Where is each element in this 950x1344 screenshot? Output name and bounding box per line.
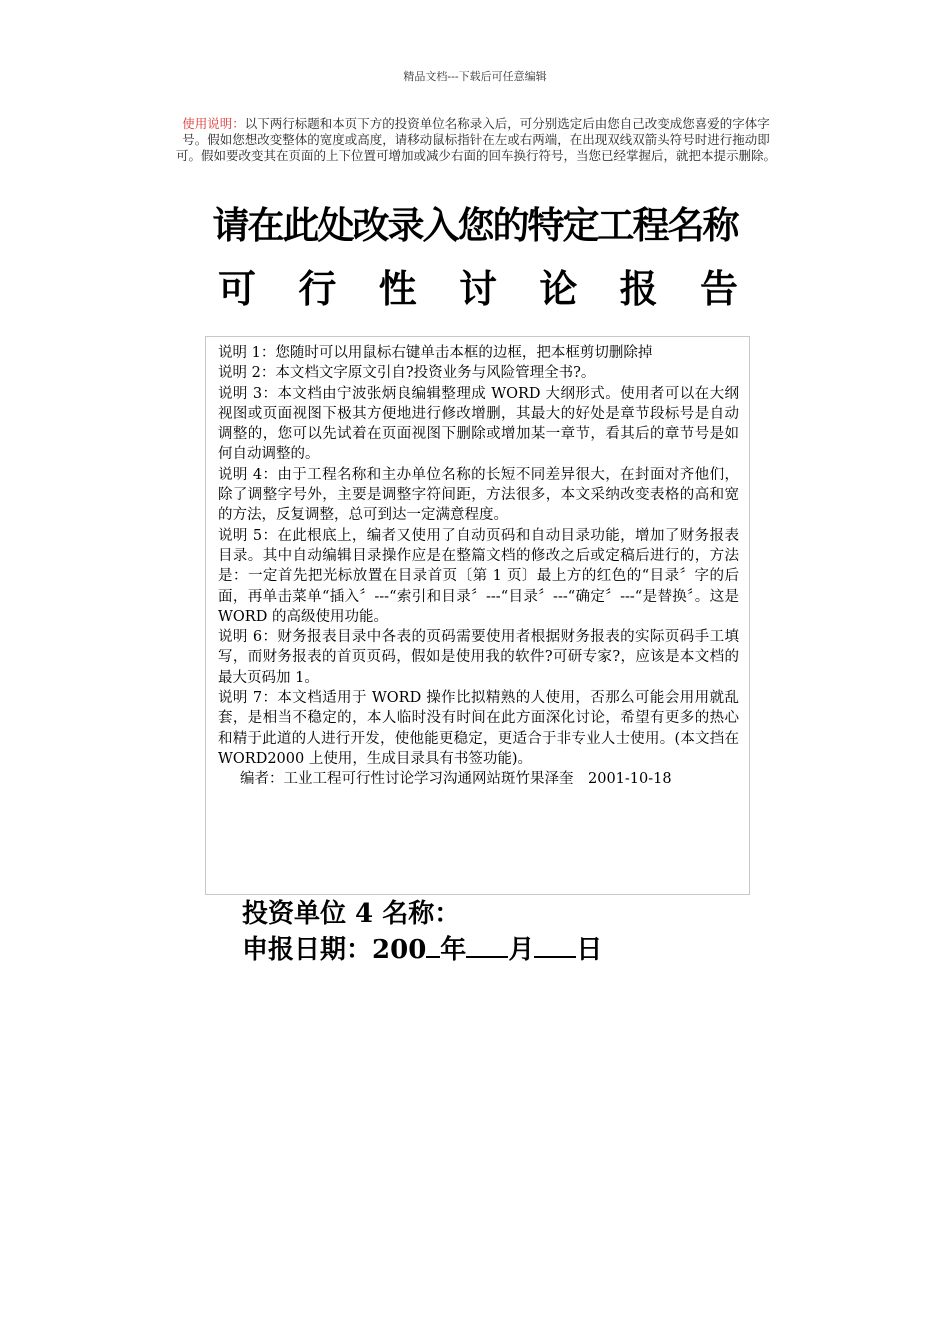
instructions-body: 以下两行标题和本页下方的投资单位名称录入后，可分别选定后由您自己改变成您喜爱的字体字号。假如您想改变整体的宽度或高度，请移动鼠标指针在左或右两端，在出现双线双箭头符号时进行拖动即可。假如要改变其在页面的上下位置可增加或减少右面的回车换行符号，当您已经掌握后，就把本提示删除。 — [175, 116, 776, 163]
editor-credit: 编者：工业工程可行性讨论学习沟通网站斑竹果泽奎 2001-10-18 — [240, 771, 672, 788]
day-unit: 日 — [576, 935, 603, 965]
month-blank[interactable] — [466, 932, 508, 958]
subtitle-char: 可 — [218, 266, 257, 311]
subtitle-char: 讨 — [458, 266, 497, 311]
note-4: 说明 4：由于工程名称和主办单位名称的长短不同差异很大，在封面对齐他们，除了调整字号外，主要是调整字符间距，方法很多，本文采纳改变表格的高和宽的方法，反复调整，总可到达一定满意程度。 — [218, 466, 739, 524]
notes-textbox[interactable] — [205, 336, 750, 895]
note-3: 说明 3：本文档由宁波张炳良编辑整理成 WORD 大纲形式。使用者可以在大纲视图或页面视图下极其方便地进行修改增删，其最大的好处是章节段标号是自动调整的，您可以先试着在页面视图下删除或增加某一章节，看其后的章节号是如何自动调整的。 — [218, 385, 739, 463]
subtitle-char: 论 — [539, 266, 578, 311]
subtitle-char: 行 — [298, 266, 337, 311]
note-6: 说明 6：财务报表目录中各表的页码需要使用者根据财务报表的实际页码手工填写，而财务报表的首页页码，假如是使用我的软件?可研专家?，应该是本文档的最大页码加 1。 — [218, 629, 739, 686]
year-prefix: 200 — [372, 935, 427, 965]
usage-instructions — [170, 116, 782, 164]
month-unit: 月 — [508, 935, 535, 965]
project-title[interactable]: 请在此处改录入您的特定工程名称 — [212, 203, 738, 247]
page-header: 精品文档---下载后可任意编辑 — [403, 70, 547, 83]
year-blank[interactable] — [426, 932, 440, 958]
subtitle-char: 告 — [699, 266, 738, 311]
investor-name-field[interactable]: 投资单位 4 名称： — [242, 899, 461, 929]
subtitle-char: 报 — [619, 266, 658, 311]
note-1: 说明 1：您随时可以用鼠标右键单击本框的边框，把本框剪切删除掉 — [218, 345, 653, 361]
note-5: 说明 5：在此根底上，编者又使用了自动页码和自动目录功能，增加了财务报表目录。其中自动编辑目录操作应是在整篇文档的修改之后或定稿后进行的，方法是：一定首先把光标放置在目录首页〔第 1 页〕最上方的红色的“目录〞字的后面，再单击菜单“插入〞---“索引和目录〞---“目录〞---“确定〞---“是替换〞。这是 WORD 的高级使用功能。 — [218, 527, 739, 625]
year-unit: 年 — [440, 935, 467, 965]
note-2: 说明 2：本文档文字原文引自?投资业务与风险管理全书?。 — [218, 365, 596, 382]
date-label: 申报日期： — [242, 935, 373, 965]
day-blank[interactable] — [534, 932, 576, 958]
report-subtitle[interactable] — [218, 262, 738, 316]
subtitle-char: 性 — [378, 266, 417, 311]
note-7: 说明 7：本文档适用于 WORD 操作比拟精熟的人使用，否那么可能会用用就乱套，是相当不稳定的，本人临时没有时间在此方面深化讨论，希望有更多的热心和精于此道的人进行开发，使他能更稳定，更适合于非专业人士使用。(本文挡在 WORD2000 上使用，生成目录具有书签功能)。 — [218, 690, 739, 767]
instructions-label: 使用说明： — [182, 116, 245, 131]
report-date-field[interactable] — [242, 932, 602, 968]
